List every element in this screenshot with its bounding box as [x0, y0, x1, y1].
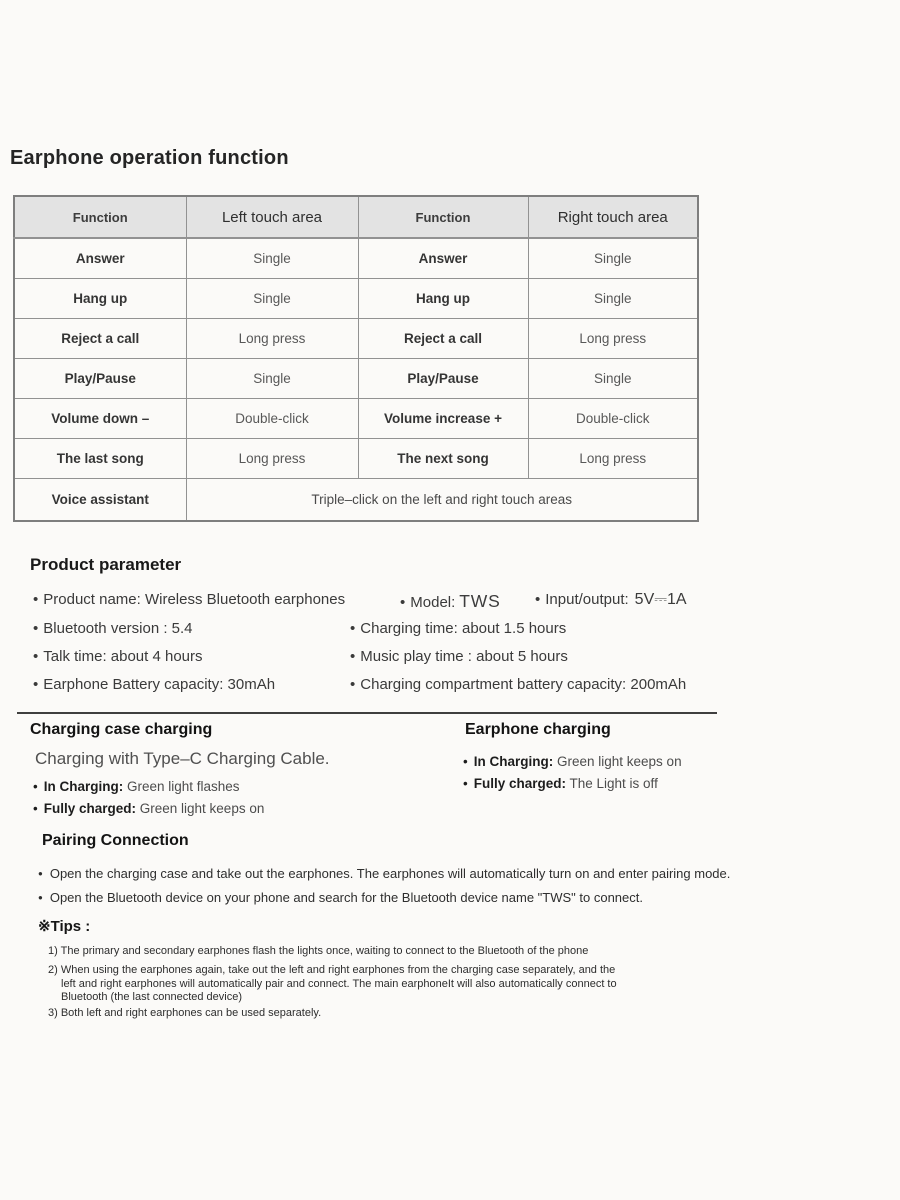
earphone-charging-heading: Earphone charging	[465, 721, 611, 738]
cell-function: The next song	[358, 439, 528, 479]
table-row	[14, 238, 698, 279]
item-label: In Charging:	[473, 754, 554, 769]
cell-gesture: Double-click	[186, 399, 358, 439]
cell-gesture: Long press	[528, 319, 698, 359]
item-label: In Charging:	[43, 779, 124, 794]
cell-gesture: Single	[528, 279, 698, 319]
cell-function: Reject a call	[358, 319, 528, 359]
cell-gesture: Single	[186, 359, 358, 399]
charging-case-subheading: Charging with Type–C Charging Cable.	[35, 749, 330, 768]
cell-function: Play/Pause	[358, 359, 528, 399]
table-row-voice-assistant	[14, 479, 698, 522]
item-value: Green light flashes	[127, 779, 240, 794]
item-value: The Light is off	[569, 776, 658, 791]
param-io-label: Input/output:	[545, 591, 629, 608]
col-header-left-touch: Left touch area	[186, 196, 358, 238]
item-value: Green light keeps on	[139, 801, 265, 816]
col-header-function-left: Function	[14, 196, 186, 238]
cell-gesture: Long press	[186, 439, 358, 479]
param-music-play-time: • Music play time : about 5 hours	[350, 648, 568, 665]
charging-case-item-fully-charged	[33, 801, 264, 816]
pairing-bullet-1: ● Open the charging case and take out the earphones. The earphones will automatically turn on and enter pairing mode.	[38, 866, 838, 881]
cell-function: Volume increase +	[358, 399, 528, 439]
tip-item-1: 1) The primary and secondary earphones flash the lights once, waiting to connect to the Bluetooth of the phone	[48, 945, 589, 957]
table-row	[14, 319, 698, 359]
pairing-connection-heading: Pairing Connection	[42, 832, 189, 849]
pairing-bullet-2: ● Open the Bluetooth device on your phone and search for the Bluetooth device name "TWS" to connect.	[38, 890, 838, 905]
cell-function: Play/Pause	[14, 359, 186, 399]
param-model-value: TWS	[459, 591, 501, 611]
section-divider	[17, 712, 717, 714]
tips-heading: ※Tips :	[38, 918, 91, 935]
cell-function: The last song	[14, 439, 186, 479]
cell-function: Hang up	[358, 279, 528, 319]
table-row	[14, 359, 698, 399]
earphone-charging-item-fully-charged	[463, 776, 658, 791]
cell-function: Reject a call	[14, 319, 186, 359]
cell-gesture: Single	[186, 279, 358, 319]
param-earphone-battery: • Earphone Battery capacity: 30mAh	[33, 676, 275, 693]
param-talk-time: • Talk time: about 4 hours	[33, 648, 203, 665]
cell-gesture: Long press	[186, 319, 358, 359]
param-product-name: • Product name: Wireless Bluetooth earphones	[33, 591, 345, 608]
param-io-value: 5V⎓1A	[634, 591, 687, 608]
param-bluetooth-version: • Bluetooth version : 5.4	[33, 620, 193, 637]
tip-item-2: 2) When using the earphones again, take out the left and right earphones from the charging case separately, and the left and right earphones will automatically pair and connect. The main earphoneIt will also automatically connect to Bluetooth (the last connected device)	[48, 964, 617, 1003]
parameter-line-3	[30, 648, 900, 668]
table-row	[14, 439, 698, 479]
cell-gesture: Long press	[528, 439, 698, 479]
cell-gesture: Single	[186, 238, 358, 279]
page-title: Earphone operation function	[10, 147, 289, 169]
cell-voice-gesture: Triple–click on the left and right touch areas	[186, 479, 698, 522]
param-input-output	[535, 591, 687, 609]
item-value: Green light keeps on	[557, 754, 682, 769]
table-header-row	[14, 196, 698, 238]
col-header-right-touch: Right touch area	[528, 196, 698, 238]
earphone-charging-item-in-charging	[463, 754, 682, 769]
tip-item-3: 3) Both left and right earphones can be used separately.	[48, 1007, 322, 1019]
cell-function: Hang up	[14, 279, 186, 319]
charging-case-heading: Charging case charging	[30, 721, 213, 738]
cell-function: Voice assistant	[14, 479, 186, 522]
charging-case-item-in-charging	[33, 779, 240, 794]
param-case-battery: • Charging compartment battery capacity: 200mAh	[350, 676, 686, 693]
param-charging-time: • Charging time: about 1.5 hours	[350, 620, 566, 637]
param-model	[400, 591, 501, 612]
cell-gesture: Single	[528, 359, 698, 399]
cell-function: Answer	[358, 238, 528, 279]
operation-table	[13, 195, 699, 522]
table-row	[14, 279, 698, 319]
item-label: Fully charged:	[43, 801, 136, 816]
product-parameter-heading: Product parameter	[30, 555, 182, 574]
col-header-function-right: Function	[358, 196, 528, 238]
cell-function: Volume down –	[14, 399, 186, 439]
table-row	[14, 399, 698, 439]
parameter-line-4	[30, 676, 900, 696]
item-label: Fully charged:	[473, 776, 566, 791]
cell-gesture: Double-click	[528, 399, 698, 439]
cell-function: Answer	[14, 238, 186, 279]
parameter-line-1	[30, 591, 900, 611]
cell-gesture: Single	[528, 238, 698, 279]
param-model-label: Model:	[410, 594, 456, 611]
parameter-line-2	[30, 620, 900, 640]
